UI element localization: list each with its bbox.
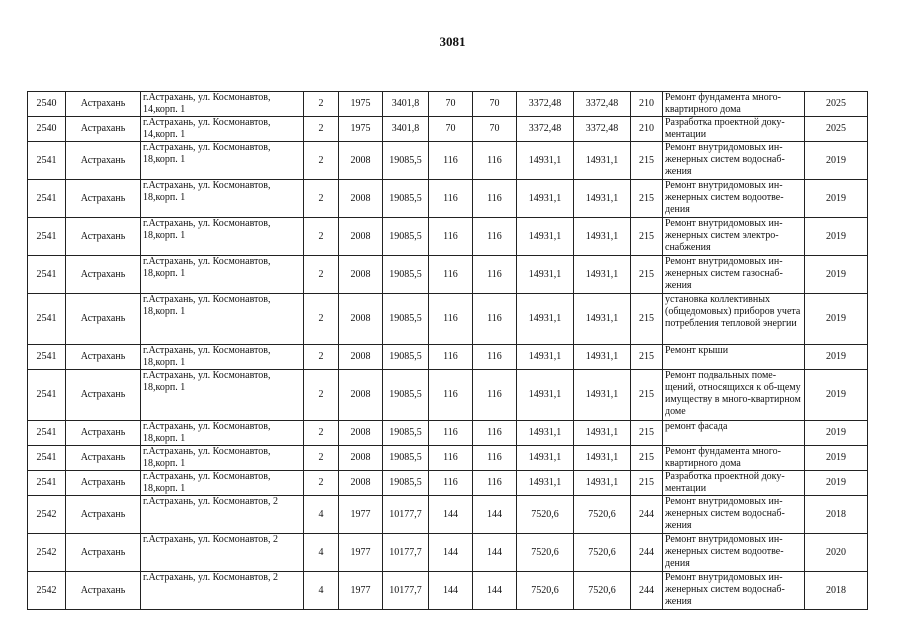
cost-repeat-cell: 14931,1 [574, 370, 631, 421]
build-year-cell: 2008 [339, 256, 383, 294]
work-type-cell: Ремонт внутридомовых ин-женерных систем электро-снабжения [663, 218, 805, 256]
work-type-cell: Разработка проектной доку-ментации [663, 471, 805, 496]
build-year-cell: 1975 [339, 117, 383, 142]
residents-cell: 116 [429, 180, 473, 218]
plan-year-cell: 2018 [805, 496, 868, 534]
build-year-cell: 2008 [339, 370, 383, 421]
address-cell: г.Астрахань, ул. Космонавтов, 18,корп. 1 [141, 345, 304, 370]
object-id-cell: 2541 [28, 446, 66, 471]
address-cell: г.Астрахань, ул. Космонавтов, 14,корп. 1 [141, 92, 304, 117]
rate-cell: 215 [631, 180, 663, 218]
cost-repeat-cell: 3372,48 [574, 92, 631, 117]
residents-cell: 116 [429, 345, 473, 370]
work-type-cell: Ремонт внутридомовых ин-женерных систем водоснаб-жения [663, 496, 805, 534]
rate-cell: 215 [631, 345, 663, 370]
table-row [28, 496, 868, 534]
residents-cell: 116 [429, 471, 473, 496]
residents-cell: 144 [429, 496, 473, 534]
cost-cell: 7520,6 [517, 572, 574, 610]
table-row [28, 534, 868, 572]
cost-repeat-cell: 14931,1 [574, 256, 631, 294]
city-cell: Астрахань [66, 117, 141, 142]
rate-cell: 215 [631, 256, 663, 294]
total-area-cell: 19085,5 [383, 345, 429, 370]
cost-repeat-cell: 14931,1 [574, 421, 631, 446]
floors-cell: 2 [304, 370, 339, 421]
total-area-cell: 3401,8 [383, 117, 429, 142]
build-year-cell: 2008 [339, 471, 383, 496]
page-number: 3081 [439, 34, 466, 49]
cost-repeat-cell: 14931,1 [574, 218, 631, 256]
total-area-cell: 10177,7 [383, 572, 429, 610]
plan-year-cell: 2019 [805, 370, 868, 421]
work-type-cell: Ремонт внутридомовых ин-женерных систем водоотве-дения [663, 180, 805, 218]
address-cell: г.Астрахань, ул. Космонавтов, 18,корп. 1 [141, 218, 304, 256]
work-type-cell: установка коллективных (общедомовых) приборов учета потребления тепловой энергии [663, 294, 805, 345]
floors-cell: 4 [304, 496, 339, 534]
cost-cell: 7520,6 [517, 496, 574, 534]
address-cell: г.Астрахань, ул. Космонавтов, 18,корп. 1 [141, 294, 304, 345]
plan-year-cell: 2020 [805, 534, 868, 572]
object-id-cell: 2542 [28, 496, 66, 534]
address-cell: г.Астрахань, ул. Космонавтов, 2 [141, 496, 304, 534]
table-row [28, 421, 868, 446]
total-area-cell: 19085,5 [383, 421, 429, 446]
object-id-cell: 2541 [28, 218, 66, 256]
cost-cell: 14931,1 [517, 256, 574, 294]
work-type-cell: Ремонт фундамента много-квартирного дома [663, 92, 805, 117]
total-area-cell: 19085,5 [383, 446, 429, 471]
table-row [28, 370, 868, 421]
floors-cell: 2 [304, 446, 339, 471]
city-cell: Астрахань [66, 421, 141, 446]
object-id-cell: 2541 [28, 471, 66, 496]
object-id-cell: 2541 [28, 256, 66, 294]
city-cell: Астрахань [66, 218, 141, 256]
table-row [28, 256, 868, 294]
residents-cell: 116 [429, 256, 473, 294]
table-row [28, 142, 868, 180]
cost-cell: 14931,1 [517, 471, 574, 496]
residents-cell: 116 [429, 421, 473, 446]
address-cell: г.Астрахань, ул. Космонавтов, 2 [141, 534, 304, 572]
total-area-cell: 3401,8 [383, 92, 429, 117]
residents-cell: 116 [429, 446, 473, 471]
cost-cell: 14931,1 [517, 446, 574, 471]
city-cell: Астрахань [66, 142, 141, 180]
table-row [28, 345, 868, 370]
floors-cell: 2 [304, 421, 339, 446]
address-cell: г.Астрахань, ул. Космонавтов, 18,корп. 1 [141, 370, 304, 421]
total-area-cell: 10177,7 [383, 534, 429, 572]
object-id-cell: 2541 [28, 294, 66, 345]
residents-repeat-cell: 116 [473, 142, 517, 180]
cost-cell: 14931,1 [517, 142, 574, 180]
total-area-cell: 19085,5 [383, 256, 429, 294]
table-row [28, 471, 868, 496]
city-cell: Астрахань [66, 256, 141, 294]
city-cell: Астрахань [66, 92, 141, 117]
build-year-cell: 2008 [339, 218, 383, 256]
rate-cell: 215 [631, 421, 663, 446]
floors-cell: 2 [304, 345, 339, 370]
city-cell: Астрахань [66, 294, 141, 345]
total-area-cell: 19085,5 [383, 294, 429, 345]
floors-cell: 4 [304, 534, 339, 572]
work-type-cell: Ремонт внутридомовых ин-женерных систем водоснаб-жения [663, 142, 805, 180]
cost-repeat-cell: 14931,1 [574, 180, 631, 218]
build-year-cell: 2008 [339, 446, 383, 471]
address-cell: г.Астрахань, ул. Космонавтов, 2 [141, 572, 304, 610]
residents-repeat-cell: 116 [473, 345, 517, 370]
city-cell: Астрахань [66, 370, 141, 421]
total-area-cell: 19085,5 [383, 180, 429, 218]
object-id-cell: 2541 [28, 345, 66, 370]
residents-repeat-cell: 116 [473, 218, 517, 256]
city-cell: Астрахань [66, 572, 141, 610]
address-cell: г.Астрахань, ул. Космонавтов, 18,корп. 1 [141, 142, 304, 180]
rate-cell: 215 [631, 142, 663, 180]
cost-repeat-cell: 14931,1 [574, 471, 631, 496]
work-type-cell: Ремонт внутридомовых ин-женерных систем водоотве-дения [663, 534, 805, 572]
residents-cell: 144 [429, 572, 473, 610]
floors-cell: 2 [304, 256, 339, 294]
plan-year-cell: 2019 [805, 294, 868, 345]
build-year-cell: 1975 [339, 92, 383, 117]
city-cell: Астрахань [66, 471, 141, 496]
cost-cell: 14931,1 [517, 294, 574, 345]
residents-cell: 116 [429, 294, 473, 345]
residents-cell: 116 [429, 218, 473, 256]
build-year-cell: 1977 [339, 496, 383, 534]
floors-cell: 2 [304, 117, 339, 142]
address-cell: г.Астрахань, ул. Космонавтов, 14,корп. 1 [141, 117, 304, 142]
residents-repeat-cell: 70 [473, 92, 517, 117]
residents-repeat-cell: 116 [473, 471, 517, 496]
address-cell: г.Астрахань, ул. Космонавтов, 18,корп. 1 [141, 256, 304, 294]
residents-repeat-cell: 116 [473, 421, 517, 446]
rate-cell: 215 [631, 294, 663, 345]
cost-repeat-cell: 14931,1 [574, 294, 631, 345]
residents-cell: 70 [429, 117, 473, 142]
residents-repeat-cell: 116 [473, 370, 517, 421]
rate-cell: 210 [631, 117, 663, 142]
table-row [28, 117, 868, 142]
build-year-cell: 2008 [339, 294, 383, 345]
total-area-cell: 19085,5 [383, 370, 429, 421]
city-cell: Астрахань [66, 446, 141, 471]
total-area-cell: 19085,5 [383, 218, 429, 256]
residents-repeat-cell: 116 [473, 446, 517, 471]
build-year-cell: 2008 [339, 142, 383, 180]
city-cell: Астрахань [66, 496, 141, 534]
floors-cell: 4 [304, 572, 339, 610]
residents-repeat-cell: 144 [473, 534, 517, 572]
address-cell: г.Астрахань, ул. Космонавтов, 18,корп. 1 [141, 421, 304, 446]
work-type-cell: Ремонт внутридомовых ин-женерных систем водоснаб-жения [663, 572, 805, 610]
residents-cell: 116 [429, 142, 473, 180]
residents-cell: 144 [429, 534, 473, 572]
city-cell: Астрахань [66, 534, 141, 572]
work-type-cell: Ремонт фундамента много-квартирного дома [663, 446, 805, 471]
plan-year-cell: 2019 [805, 471, 868, 496]
residents-repeat-cell: 116 [473, 180, 517, 218]
floors-cell: 2 [304, 180, 339, 218]
object-id-cell: 2541 [28, 142, 66, 180]
table-row [28, 294, 868, 345]
table-row [28, 572, 868, 610]
floors-cell: 2 [304, 218, 339, 256]
floors-cell: 2 [304, 471, 339, 496]
cost-repeat-cell: 7520,6 [574, 572, 631, 610]
rate-cell: 215 [631, 218, 663, 256]
plan-year-cell: 2019 [805, 446, 868, 471]
cost-repeat-cell: 7520,6 [574, 534, 631, 572]
rate-cell: 210 [631, 92, 663, 117]
plan-year-cell: 2019 [805, 218, 868, 256]
residents-cell: 116 [429, 370, 473, 421]
object-id-cell: 2540 [28, 117, 66, 142]
total-area-cell: 10177,7 [383, 496, 429, 534]
address-cell: г.Астрахань, ул. Космонавтов, 18,корп. 1 [141, 446, 304, 471]
object-id-cell: 2541 [28, 370, 66, 421]
cost-repeat-cell: 14931,1 [574, 345, 631, 370]
total-area-cell: 19085,5 [383, 142, 429, 180]
object-id-cell: 2542 [28, 534, 66, 572]
build-year-cell: 1977 [339, 572, 383, 610]
build-year-cell: 2008 [339, 421, 383, 446]
floors-cell: 2 [304, 294, 339, 345]
rate-cell: 244 [631, 572, 663, 610]
table-row [28, 180, 868, 218]
rate-cell: 215 [631, 370, 663, 421]
table-row [28, 446, 868, 471]
work-type-cell: Ремонт подвальных поме-щений, относящихся к об-щему имуществу в много-квартирном доме [663, 370, 805, 421]
plan-year-cell: 2025 [805, 117, 868, 142]
total-area-cell: 19085,5 [383, 471, 429, 496]
build-year-cell: 1977 [339, 534, 383, 572]
object-id-cell: 2541 [28, 180, 66, 218]
city-cell: Астрахань [66, 180, 141, 218]
cost-repeat-cell: 3372,48 [574, 117, 631, 142]
address-cell: г.Астрахань, ул. Космонавтов, 18,корп. 1 [141, 180, 304, 218]
work-type-cell: Ремонт крыши [663, 345, 805, 370]
rate-cell: 215 [631, 471, 663, 496]
cost-repeat-cell: 7520,6 [574, 496, 631, 534]
cost-cell: 14931,1 [517, 345, 574, 370]
cost-cell: 3372,48 [517, 117, 574, 142]
build-year-cell: 2008 [339, 345, 383, 370]
plan-year-cell: 2019 [805, 256, 868, 294]
plan-year-cell: 2019 [805, 345, 868, 370]
object-id-cell: 2541 [28, 421, 66, 446]
cost-repeat-cell: 14931,1 [574, 142, 631, 180]
work-type-cell: Ремонт внутридомовых ин-женерных систем газоснаб-жения [663, 256, 805, 294]
cost-cell: 14931,1 [517, 218, 574, 256]
plan-year-cell: 2019 [805, 180, 868, 218]
build-year-cell: 2008 [339, 180, 383, 218]
cost-cell: 14931,1 [517, 370, 574, 421]
residents-repeat-cell: 144 [473, 572, 517, 610]
address-cell: г.Астрахань, ул. Космонавтов, 18,корп. 1 [141, 471, 304, 496]
plan-year-cell: 2025 [805, 92, 868, 117]
table-row [28, 92, 868, 117]
object-id-cell: 2540 [28, 92, 66, 117]
residents-repeat-cell: 116 [473, 294, 517, 345]
cost-cell: 14931,1 [517, 421, 574, 446]
floors-cell: 2 [304, 92, 339, 117]
work-type-cell: Разработка проектной доку-ментации [663, 117, 805, 142]
cost-repeat-cell: 14931,1 [574, 446, 631, 471]
cost-cell: 14931,1 [517, 180, 574, 218]
plan-year-cell: 2019 [805, 142, 868, 180]
residents-repeat-cell: 116 [473, 256, 517, 294]
work-type-cell: ремонт фасада [663, 421, 805, 446]
rate-cell: 244 [631, 496, 663, 534]
cost-cell: 3372,48 [517, 92, 574, 117]
rate-cell: 215 [631, 446, 663, 471]
cost-cell: 7520,6 [517, 534, 574, 572]
plan-year-cell: 2019 [805, 421, 868, 446]
residents-repeat-cell: 144 [473, 496, 517, 534]
residents-repeat-cell: 70 [473, 117, 517, 142]
residents-cell: 70 [429, 92, 473, 117]
object-id-cell: 2542 [28, 572, 66, 610]
table-row [28, 218, 868, 256]
plan-year-cell: 2018 [805, 572, 868, 610]
housing-repair-table [27, 91, 868, 610]
floors-cell: 2 [304, 142, 339, 180]
rate-cell: 244 [631, 534, 663, 572]
city-cell: Астрахань [66, 345, 141, 370]
